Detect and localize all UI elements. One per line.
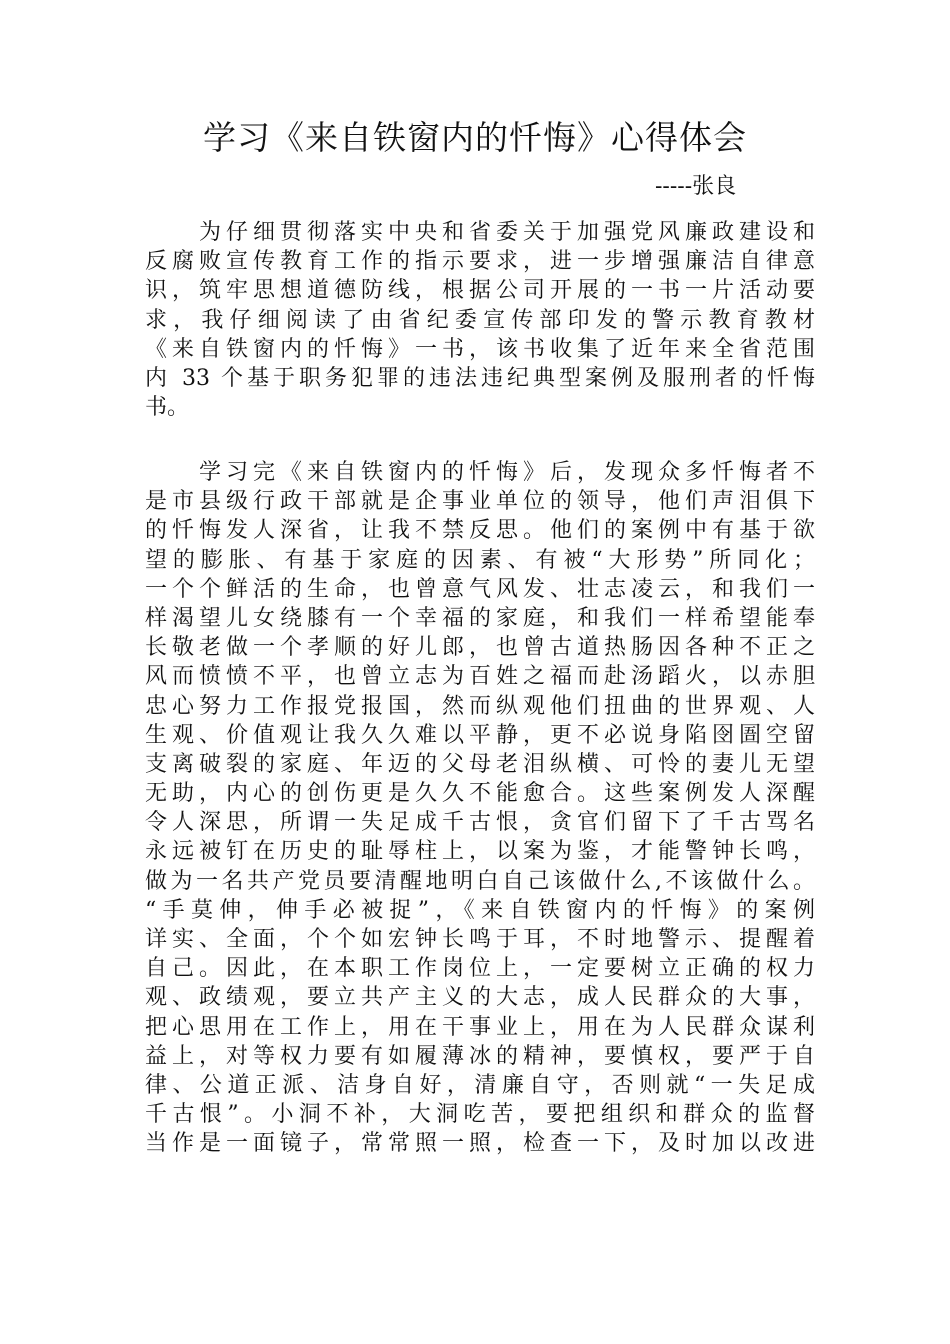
paragraph-line: 风而愤愤不平，也曾立志为百姓之福而赴汤蹈火，以赤胆 bbox=[145, 664, 815, 690]
document-title: 学习《来自铁窗内的忏悔》心得体会 bbox=[203, 118, 747, 157]
paragraph-line: 《来自铁窗内的忏悔》一书，该书收集了近年来全省范围 bbox=[145, 336, 815, 362]
paragraph-line: 长敬老做一个孝顺的好儿郎，也曾古道热肠因各种不正之 bbox=[145, 635, 815, 661]
paragraph-line: 忠心努力工作报党报国，然而纵观他们扭曲的世界观、人 bbox=[145, 693, 815, 719]
paragraph-line: 当作是一面镜子，常常照一照，检查一下，及时加以改进 bbox=[145, 1131, 815, 1157]
paragraph-line: “手莫伸，伸手必被捉”，《来自铁窗内的忏悔》的案例 bbox=[145, 897, 815, 923]
paragraph-line: 学习完《来自铁窗内的忏悔》后，发现众多忏悔者不 bbox=[199, 460, 815, 485]
paragraph-line: 详实、全面，个个如宏钟长鸣于耳，不时地警示、提醒着 bbox=[145, 927, 815, 952]
paragraph-line: 支离破裂的家庭、年迈的父母老泪纵横、可怜的妻儿无望 bbox=[145, 751, 815, 777]
author-signature: -----张良 bbox=[655, 174, 737, 199]
paragraph-line: 为仔细贯彻落实中央和省委关于加强党风廉政建设和 bbox=[199, 220, 815, 245]
paragraph-1 bbox=[145, 218, 815, 422]
paragraph-line: 观、政绩观，要立共产主义的大志，成人民群众的大事， bbox=[145, 985, 815, 1011]
paragraph-line: 永远被钉在历史的耻辱柱上，以案为鉴，才能警钟长鸣， bbox=[145, 839, 815, 865]
paragraph-line: 自己。因此，在本职工作岗位上，一定要树立正确的权力 bbox=[145, 956, 815, 982]
paragraph-line: 望的膨胀、有基于家庭的因素、有被“大形势”所同化； bbox=[145, 547, 815, 573]
paragraph-line: 令人深思，所谓一失足成千古恨，贪官们留下了千古骂名 bbox=[145, 810, 815, 836]
paragraph-line: 千古恨”。小洞不补，大洞吃苦，要把组织和群众的监督 bbox=[145, 1102, 815, 1128]
paragraph-line: 内 33 个基于职务犯罪的违法违纪典型案例及服刑者的忏悔 bbox=[145, 365, 815, 391]
paragraph-line: 样渴望儿女绕膝有一个幸福的家庭，和我们一样希望能奉 bbox=[145, 605, 815, 631]
paragraph-line: 做为一名共产党员要清醒地明白自己该做什么,不该做什么。 bbox=[145, 868, 815, 894]
paragraph-line: 识，筑牢思想道德防线，根据公司开展的一书一片活动要 bbox=[145, 278, 815, 304]
paragraph-line: 的忏悔发人深省，让我不禁反思。他们的案例中有基于欲 bbox=[145, 518, 815, 544]
paragraph-line: 求，我仔细阅读了由省纪委宣传部印发的警示教育教材 bbox=[145, 307, 815, 333]
paragraph-line: 一个个鲜活的生命，也曾意气风发、壮志凌云，和我们一 bbox=[145, 576, 815, 602]
paragraph-line: 无助，内心的创伤更是久久不能愈合。这些案例发人深醒 bbox=[145, 781, 815, 807]
paragraph-line: 益上，对等权力要有如履薄冰的精神，要慎权，要严于自 bbox=[145, 1043, 815, 1069]
paragraph-line: 是市县级行政干部就是企事业单位的领导，他们声泪俱下 bbox=[145, 489, 815, 515]
paragraph-line: 反腐败宣传教育工作的指示要求，进一步增强廉洁自律意 bbox=[145, 249, 815, 275]
paragraph-2 bbox=[145, 458, 815, 1159]
paragraph-line: 生观、价值观让我久久难以平静，更不必说身陷囹圄空留 bbox=[145, 722, 815, 748]
paragraph-line: 书。 bbox=[145, 395, 190, 421]
paragraph-line: 律、公道正派、洁身自好，清廉自守，否则就“一失足成 bbox=[145, 1072, 815, 1098]
paragraph-line: 把心思用在工作上，用在干事业上，用在为人民群众谋利 bbox=[145, 1014, 815, 1040]
